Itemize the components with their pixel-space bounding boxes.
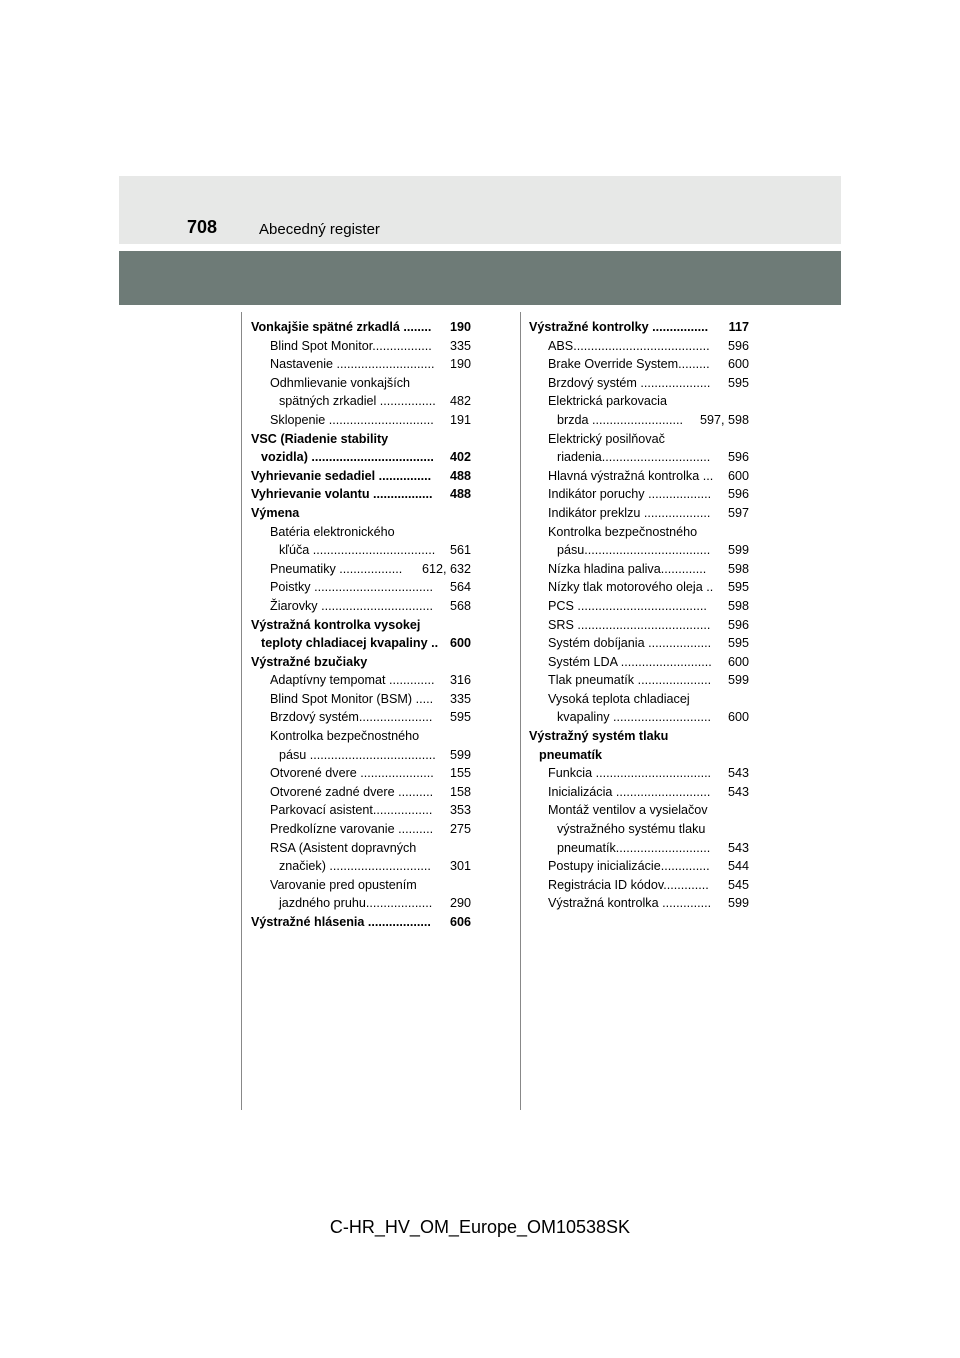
index-entry [251,448,471,467]
entry-page-number[interactable]: 600 [728,653,749,672]
entry-text: Vysoká teplota chladiacej [548,691,690,706]
entry-text: Kontrolka bezpečnostného [270,729,420,744]
entry-page-number[interactable]: 596 [728,337,749,356]
index-entry [251,318,471,337]
index-subentry [529,597,749,616]
index-subentry [529,634,749,653]
entry-page-number[interactable]: 598 [728,597,749,616]
index-subentry [251,708,471,727]
entry-text: PCS ..................................... [548,598,707,613]
entry-page-number[interactable]: 543 [728,764,749,783]
index-subentry [529,671,749,690]
entry-text: Elektrický posilňovač [548,431,665,446]
entry-text: Poistky .................................. [270,580,434,595]
index-subentry [529,355,749,374]
entry-text: Blind Spot Monitor................. [270,338,432,353]
entry-page-number[interactable]: 599 [450,746,471,765]
entry-text: Kontrolka bezpečnostného [548,524,698,539]
entry-page-number[interactable]: 117 [729,318,749,337]
entry-text: Výstražné kontrolky ................ [529,320,709,334]
entry-text: Tlak pneumatík ..................... [548,673,712,688]
entry-text: pneumatík [539,747,602,762]
index-entry [251,653,471,672]
entry-text: Otvorené zadné dvere .......... [270,784,434,799]
index-subentry [529,857,749,876]
entry-page-number[interactable]: 190 [450,355,471,374]
index-subentry [529,541,749,560]
index-subentry [251,746,471,765]
entry-text: RSA (Asistent dopravných [270,840,417,855]
entry-page-number[interactable]: 600 [728,708,749,727]
entry-page-number[interactable]: 402 [450,448,471,467]
index-subentry [251,597,471,616]
index-subentry [529,411,749,430]
entry-text: Výmena [251,505,300,520]
entry-text: Registrácia ID kódov............. [548,877,709,892]
index-entry [251,634,471,653]
entry-page-number[interactable]: 335 [450,337,471,356]
index-entry [529,746,749,765]
page-number: 708 [187,217,218,237]
entry-page-number[interactable]: 191 [450,411,471,430]
entry-text: Výstražné bzučiaky [251,654,368,669]
index-entry [251,467,471,486]
index-subentry [251,690,471,709]
header-band [119,176,841,244]
index-column-right [529,318,749,913]
index-subentry [251,411,471,430]
entry-page-number[interactable]: 482 [450,392,471,411]
index-subentry [251,541,471,560]
entry-text: vozidla) ................................... [261,450,434,465]
entry-text: Montáž ventilov a vysielačov [548,803,708,818]
entry-text: Predkolízne varovanie .......... [270,822,434,837]
entry-text: Výstražná kontrolka .............. [548,896,712,911]
index-subentry [251,783,471,802]
entry-text: Nastavenie ............................ [270,357,435,372]
index-subentry [529,801,749,820]
entry-text: jazdného pruhu................... [279,896,433,911]
entry-text: Vonkajšie spätné zrkadlá ........ [251,320,432,334]
entry-page-number[interactable]: 543 [728,839,749,858]
entry-text: Brzdový systém .................... [548,375,711,390]
right-column-divider [520,312,521,1110]
index-subentry [529,578,749,597]
entry-text: Inicializácia ........................... [548,784,711,799]
entry-text: Adaptívny tempomat ............. [270,673,435,688]
index-column-left [251,318,471,932]
entry-text: Varovanie pred opustením [270,877,417,892]
entry-text: Otvorené dvere ..................... [270,766,434,781]
index-entry [529,727,749,746]
entry-page-number[interactable]: 544 [728,857,749,876]
entry-text: brzda .......................... [557,412,683,427]
entry-text: Nízky tlak motorového oleja .. [548,580,714,595]
entry-page-number[interactable]: 155 [450,764,471,783]
index-subentry [529,467,749,486]
entry-text: VSC (Riadenie stability [251,431,389,446]
index-entry [529,318,749,337]
entry-page-number[interactable]: 596 [728,448,749,467]
index-subentry [529,783,749,802]
entry-page-number[interactable]: 597, 598 [700,411,749,430]
entry-page-number[interactable]: 335 [450,690,471,709]
entry-text: teploty chladiacej kvapaliny .. [261,636,439,651]
index-subentry [529,616,749,635]
index-subentry [251,337,471,356]
index-subentry [529,504,749,523]
entry-page-number[interactable]: 190 [450,318,471,337]
index-subentry [251,355,471,374]
index-subentry [529,839,749,858]
section-band [119,251,841,305]
entry-page-number[interactable]: 606 [450,913,471,932]
entry-page-number[interactable]: 595 [728,374,749,393]
entry-text: Batéria elektronického [270,524,395,539]
entry-text: Indikátor preklzu ................... [548,505,711,520]
entry-text: Sklopenie .............................. [270,412,434,427]
index-subentry [529,337,749,356]
index-subentry [529,820,749,839]
entry-text: riadenia............................... [557,450,711,465]
entry-page-number[interactable]: 595 [450,708,471,727]
entry-page-number[interactable]: 275 [450,820,471,839]
index-subentry [251,876,471,895]
index-subentry [251,523,471,542]
entry-page-number[interactable]: 599 [728,671,749,690]
entry-text: Výstražné hlásenia .................. [251,915,431,929]
index-subentry [529,690,749,709]
entry-page-number[interactable]: 543 [728,783,749,802]
entry-text: kvapaliny ............................ [557,710,711,725]
document-code: C-HR_HV_OM_Europe_OM10538SK [329,1217,631,1237]
index-subentry [529,448,749,467]
entry-page-number[interactable]: 612, 632 [422,560,471,579]
entry-page-number[interactable]: 599 [728,894,749,913]
index-subentry [529,560,749,579]
entry-text: SRS ...................................... [548,617,711,632]
index-entry [251,913,471,932]
entry-page-number[interactable]: 596 [728,616,749,635]
index-subentry [251,374,471,393]
entry-text: pneumatík........................... [557,840,711,855]
entry-text: Pneumatiky .................. [270,561,403,576]
index-subentry [529,485,749,504]
section-title: Abecedný register [259,221,380,238]
entry-page-number[interactable]: 488 [450,467,471,486]
entry-page-number[interactable]: 599 [728,541,749,560]
entry-page-number[interactable]: 600 [728,355,749,374]
index-subentry [529,653,749,672]
entry-text: kľúča ................................... [279,543,436,558]
index-subentry [529,430,749,449]
entry-text: Vyhrievanie sedadiel ............... [251,468,432,483]
index-subentry [251,764,471,783]
index-entry [251,504,471,523]
entry-text: Parkovací asistent................. [270,803,433,818]
entry-page-number[interactable]: 596 [728,485,749,504]
index-subentry [251,578,471,597]
index-subentry [251,392,471,411]
index-subentry [529,764,749,783]
entry-text: pásu.................................... [557,543,711,558]
entry-page-number[interactable]: 488 [450,485,471,504]
entry-page-number[interactable]: 598 [728,560,749,579]
entry-page-number[interactable]: 158 [450,783,471,802]
entry-text: Blind Spot Monitor (BSM) ..... [270,691,434,706]
entry-page-number[interactable]: 301 [450,857,471,876]
entry-page-number[interactable]: 595 [728,634,749,653]
index-subentry [251,560,471,579]
entry-text: značiek) ............................. [279,859,431,874]
index-entry [251,485,471,504]
index-subentry [251,820,471,839]
entry-text: Systém LDA .......................... [548,654,712,669]
left-column-divider [241,312,242,1110]
entry-text: Elektrická parkovacia [548,394,667,409]
index-entry [251,616,471,635]
entry-text: Brake Override System......... [548,357,710,372]
entry-page-number[interactable]: 568 [450,597,471,616]
entry-page-number[interactable]: 353 [450,801,471,820]
index-subentry [529,392,749,411]
entry-page-number[interactable]: 600 [728,467,749,486]
index-subentry [251,857,471,876]
entry-page-number[interactable]: 316 [450,671,471,690]
entry-text: Výstražný systém tlaku [529,729,669,744]
entry-text: Indikátor poruchy .................. [548,487,712,502]
entry-text: Odhmlievanie vonkajších [270,375,411,390]
entry-text: Nízka hladina paliva............. [548,561,707,576]
index-subentry [251,671,471,690]
entry-text: pásu .................................... [279,747,436,762]
index-subentry [251,894,471,913]
index-subentry [251,727,471,746]
entry-text: spätných zrkadiel ................ [279,394,436,409]
entry-page-number[interactable]: 564 [450,578,471,597]
entry-page-number[interactable]: 545 [728,876,749,895]
entry-page-number[interactable]: 600 [450,634,471,653]
entry-text: výstražného systému tlaku [557,822,706,837]
entry-text: Brzdový systém..................... [270,710,433,725]
entry-text: Funkcia ................................. [548,766,712,781]
index-entry [251,430,471,449]
entry-text: Žiarovky ................................ [270,598,434,613]
entry-page-number[interactable]: 561 [450,541,471,560]
index-subentry [251,801,471,820]
entry-page-number[interactable]: 595 [728,578,749,597]
entry-text: Výstražná kontrolka vysokej [251,617,421,632]
index-subentry [529,894,749,913]
entry-text: Systém dobíjania .................. [548,636,712,651]
index-subentry [529,374,749,393]
index-subentry [529,708,749,727]
entry-page-number[interactable]: 290 [450,894,471,913]
index-subentry [251,839,471,858]
index-subentry [529,523,749,542]
entry-text: Vyhrievanie volantu ................. [251,487,433,502]
entry-text: ABS....................................... [548,338,710,353]
index-subentry [529,876,749,895]
entry-text: Postupy inicializácie.............. [548,859,710,874]
entry-page-number[interactable]: 597 [728,504,749,523]
entry-text: Hlavná výstražná kontrolka ... [548,468,714,483]
